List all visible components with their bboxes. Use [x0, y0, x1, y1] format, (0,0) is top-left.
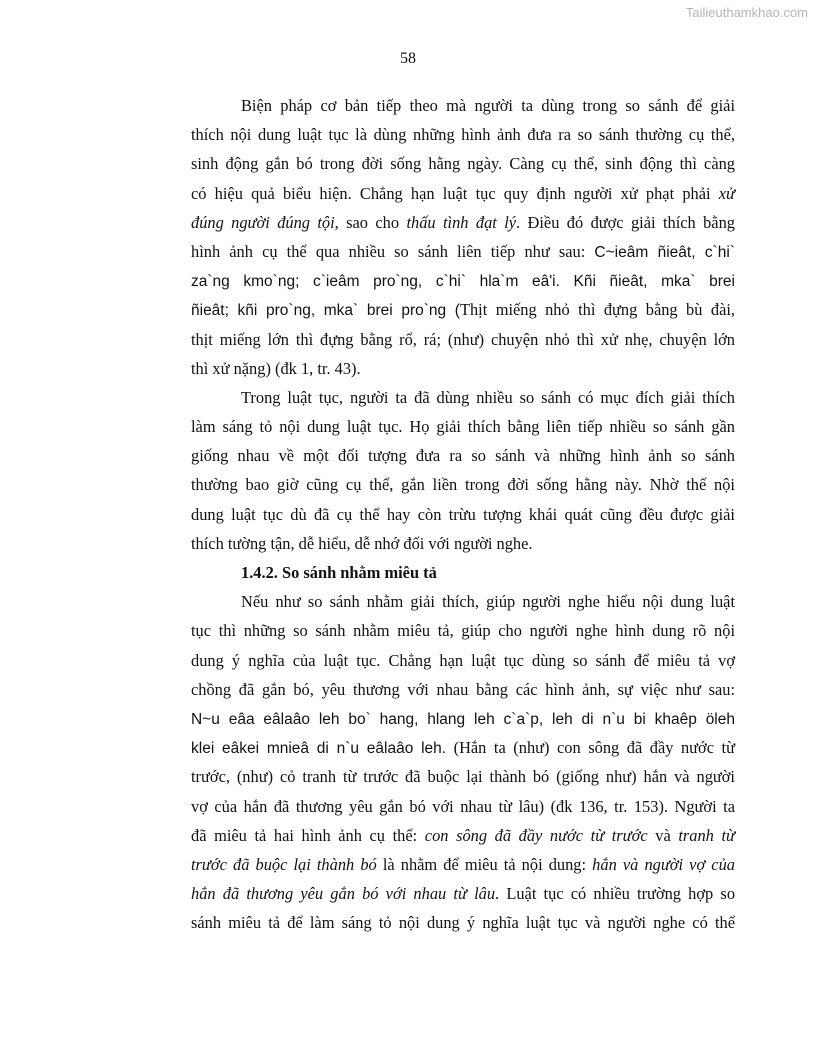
paragraph-line: Trong luật tục, người ta đã dùng nhiều so sánh có mục đích giải thích: [241, 387, 735, 407]
paragraph-line: giống nhau về một đối tượng đưa ra so sánh và những hình ảnh so sánh: [191, 446, 735, 466]
paragraph-line: Nếu như so sánh nhằm giải thích, giúp người nghe hiểu nội dung luật: [241, 592, 735, 612]
paragraph-line: sinh động gắn bó trong đời sống hằng ngày. Càng cụ thể, sinh động thì càng: [191, 154, 735, 174]
paragraph-line: đã miêu tả hai hình ảnh cụ thể: con sông đã đầy nước từ trước và tranh từ: [191, 825, 735, 845]
page-number: 58: [400, 50, 416, 67]
paragraph-line: làm sáng tỏ nội dung luật tục. Họ giải thích bằng liên tiếp nhiều so sánh gần: [191, 417, 735, 437]
paragraph-line: [191, 704, 735, 733]
ethnic-text: klei eâkei mnieâ di n`u eâlaâo leh.: [191, 740, 447, 758]
section-heading: 1.4.2. So sánh nhằm miêu tả: [241, 563, 437, 582]
paragraph-line: tục thì những so sánh nhằm miêu tả, giúp cho người nghe hình dung rõ nội: [191, 621, 735, 641]
ethnic-text: ñieât; kñi pro`ng, mka` brei pro`ng (: [191, 302, 460, 320]
paragraph-line: trước, (như) cỏ tranh từ trước đã buộc lại thành bó (giống như) hắn và người: [191, 767, 735, 787]
ethnic-text: C~ieâm ñieât, c`hi`: [594, 243, 735, 261]
watermark: Tailieuthamkhao.com: [685, 5, 808, 20]
paragraph-line: thường bao giờ cũng cụ thể, gắn liền trong đời sống hằng này. Nhờ thế nội: [191, 475, 735, 495]
paragraph-line: thịt miếng lớn thì đựng bằng rổ, rá; (như) chuyện nhỏ thì xử nhẹ, chuyện lớn: [191, 329, 735, 349]
paragraph-line: sánh miêu tả để làm sáng tỏ nội dung ý nghĩa luật tục và người nghe có thể: [191, 913, 735, 933]
paragraph-line: ñieât; kñi pro`ng, mka` brei pro`ng (Thịt miếng nhỏ thì đựng bằng bù đài,: [191, 300, 735, 320]
paragraph-line: trước đã buộc lại thành bó là nhằm để miêu tả nội dung: hắn và người vợ của: [191, 854, 735, 874]
paragraph-line: [191, 266, 735, 295]
paragraph-line: thích tường tận, dễ hiểu, dễ nhớ đối với người nghe.: [191, 533, 533, 553]
paragraph-line: dung luật tục dù đã cụ thể hay còn trừu tượng khái quát cũng đều được giải: [191, 504, 735, 524]
ethnic-text: N~u eâa eâlaâo leh bo` hang, hlang leh c`a`p, leh di n`u bi khaêp öleh: [191, 710, 735, 728]
paragraph-line: thì xử nặng) (đk 1, tr. 43).: [191, 358, 361, 378]
paragraph-line: chồng đã gắn bó, yêu thương với nhau bằng các hình ảnh, sự việc như sau:: [191, 679, 735, 699]
ethnic-text: za`ng kmo`ng; c`ieâm pro`ng, c`hi` hla`m eâ'i. Kñi ñieât, mka` brei: [191, 273, 735, 291]
paragraph-line: dung ý nghĩa của luật tục. Chẳng hạn luật tục dùng so sánh để miêu tả vợ: [191, 650, 735, 670]
paragraph-line: đúng người đúng tội, sao cho thấu tình đạt lý. Điều đó được giải thích bằng: [191, 212, 735, 232]
paragraph-line: hắn đã thương yêu gắn bó với nhau từ lâu. Luật tục có nhiều trường hợp so: [191, 884, 736, 904]
paragraph-line: klei eâkei mnieâ di n`u eâlaâo leh. (Hắn ta (như) con sông đã đầy nước từ: [191, 738, 735, 758]
paragraph-line: Biện pháp cơ bản tiếp theo mà người ta dùng trong so sánh để giải: [241, 96, 735, 115]
paragraph-line: thích nội dung luật tục là dùng những hình ảnh đưa ra so sánh thường cụ thể,: [191, 125, 735, 145]
paragraph-line: hình ảnh cụ thể qua nhiều so sánh liên tiếp như sau: C~ieâm ñieât, c`hi`: [191, 241, 735, 261]
paragraph-line: có hiệu quả biểu hiện. Chẳng hạn luật tục quy định người xử phạt phải xử: [191, 183, 735, 203]
paragraph-line: vợ của hắn đã thương yêu gắn bó với nhau từ lâu) (đk 136, tr. 153). Người ta: [191, 796, 735, 816]
document-body: [191, 91, 735, 937]
